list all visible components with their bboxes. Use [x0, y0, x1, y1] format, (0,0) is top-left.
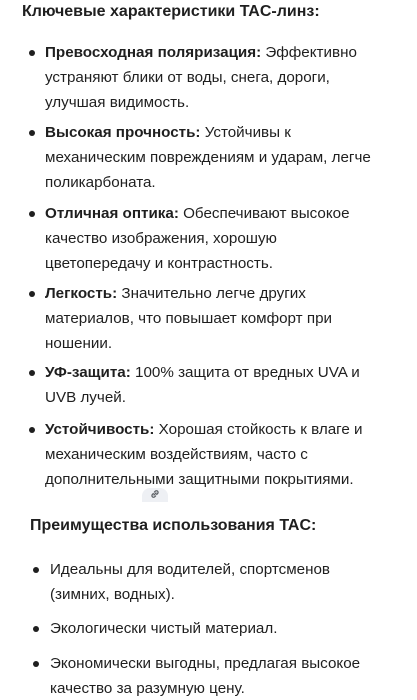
list-item-text — [45, 360, 380, 410]
list-item-description: Значительно легче других материалов, что повышает комфорт при ношении. — [45, 285, 333, 352]
list-item-text: Идеальны для водителей, спортсменов (зимних, водных). — [50, 561, 330, 603]
bullet-dot — [29, 211, 35, 217]
key-features-heading: Ключевые характеристики TAC-линз: — [22, 3, 320, 20]
bullet-dot — [29, 427, 35, 433]
list-item-text — [45, 120, 380, 195]
key-features-list — [0, 40, 417, 498]
list-item-text — [45, 40, 380, 115]
list-item-description: Обеспечивают высокое качество изображения, хорошую цветопередачу и контрастность. — [45, 205, 350, 272]
list-item-description: 100% защита от вредных UVA и UVB лучей. — [45, 364, 360, 406]
bullet-dot — [29, 370, 35, 376]
bullet-dot — [29, 291, 35, 297]
list-item-text: Экономически выгодны, предлагая высокое качество за разумную цену. — [50, 655, 361, 697]
list-item-text — [45, 417, 380, 492]
bullet-dot — [29, 50, 35, 56]
list-item-text — [45, 201, 380, 276]
bullet-dot — [33, 626, 39, 632]
list-item-description: Эффективно устраняют блики от воды, снега, дороги, улучшая видимость. — [45, 44, 357, 111]
bullet-dot — [33, 567, 39, 573]
bullet-dot — [33, 661, 39, 667]
bullet-dot — [29, 130, 35, 136]
list-item-text — [45, 281, 380, 356]
list-item-title: УФ-защита: — [45, 364, 131, 381]
source-link-chip[interactable] — [142, 488, 168, 502]
list-item-title: Устойчивость: — [45, 421, 155, 438]
list-item-title: Легкость: — [45, 285, 118, 302]
list-item-title: Высокая прочность: — [45, 124, 201, 141]
list-item-title: Отличная оптика: — [45, 205, 179, 222]
list-item-description: Устойчивы к механическим повреждениям и ударам, легче поликарбоната. — [45, 124, 371, 191]
list-item-title: Превосходная поляризация: — [45, 44, 262, 61]
list-item-text: Экологически чистый материал. — [50, 620, 278, 637]
list-item-description: Хорошая стойкость к влаге и механическим воздействиям, часто с дополнительными защитными покрытиями. — [45, 421, 363, 488]
advantages-heading: Преимущества использования TAC: — [30, 517, 317, 534]
link-icon — [150, 489, 160, 499]
